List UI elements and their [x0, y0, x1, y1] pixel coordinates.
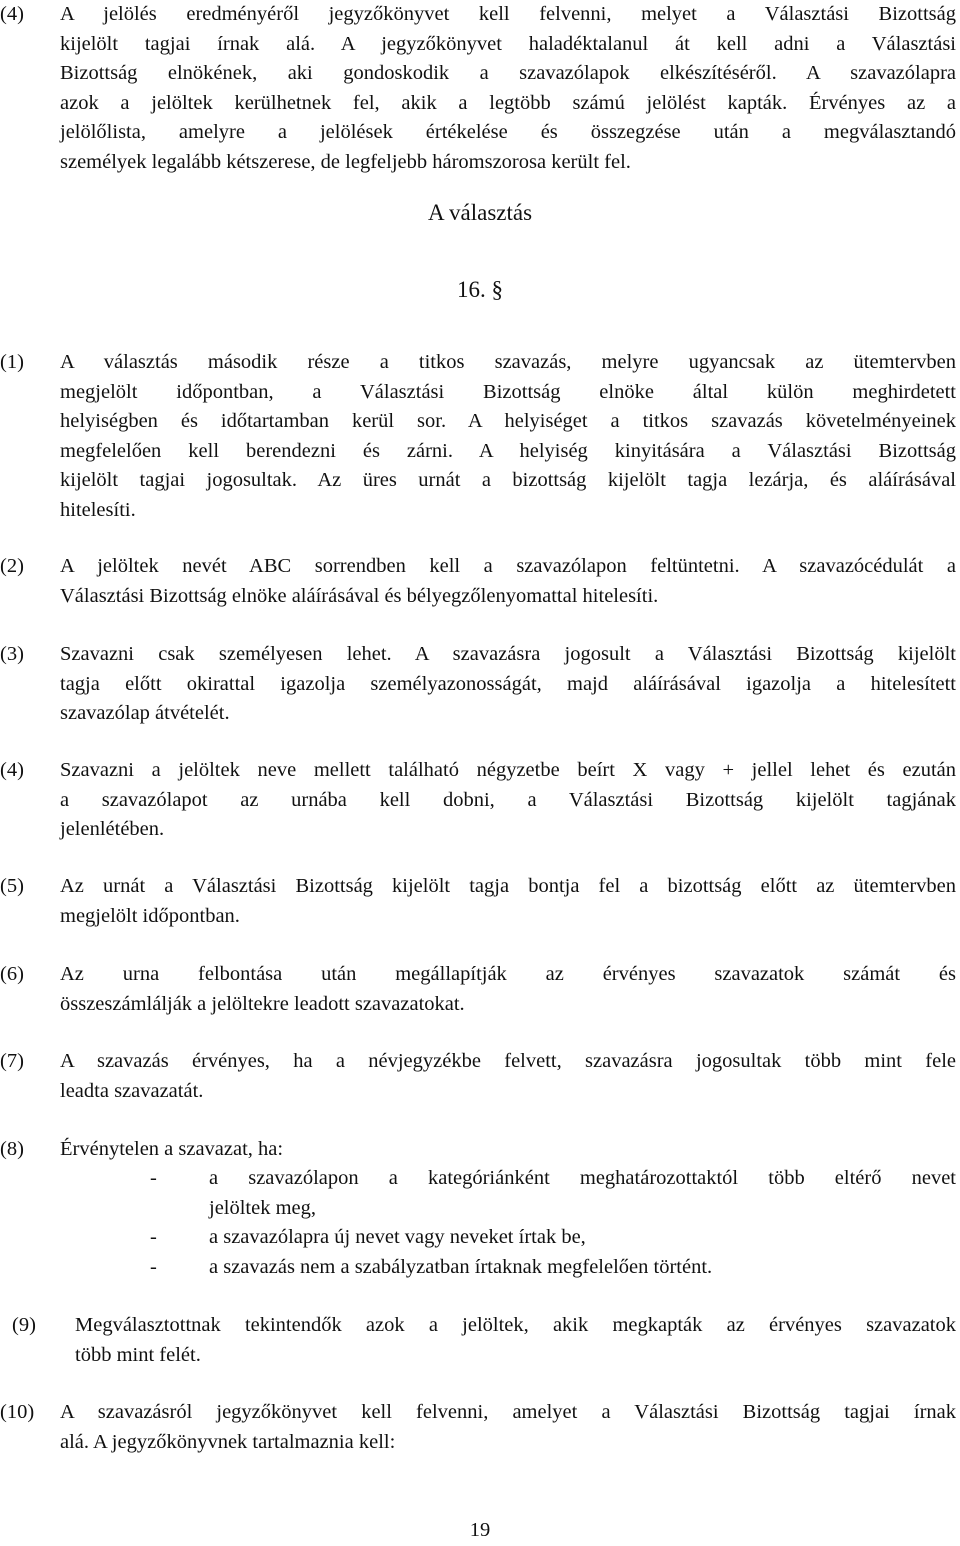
text-line: leadta szavazatát. [60, 1079, 204, 1102]
paragraph-number: (7) [0, 1050, 24, 1072]
text-line: alá. A jegyzőkönyvnek tartalmaznia kell: [60, 1430, 396, 1453]
paragraph-5 [0, 872, 956, 931]
text-line: megjelölt időpontban, a Választási Bizottság elnöke által külön meghirdetett [60, 380, 956, 403]
text-line: jelöltek meg, [209, 1196, 317, 1219]
list-item [0, 1253, 956, 1283]
paragraph-text [60, 1398, 956, 1457]
text-line: A választás második része a titkos szavazás, melyre ugyancsak az ütemtervben [60, 351, 956, 373]
text-line: a szavazólapon a kategóriánként meghatározottaktól több eltérő nevet [209, 1167, 956, 1189]
bullet-dash: - [150, 1255, 157, 1278]
text-line: szavazólap átvételét. [60, 702, 230, 725]
text-line: A szavazásról jegyzőkönyvet kell felvenni, amelyet a Választási Bizottság tagjai írnak [60, 1401, 956, 1423]
text-line: A jelöltek nevét ABC sorrendben kell a szavazólapon feltüntetni. A szavazócédulát a [60, 555, 956, 577]
paragraph-9 [0, 1311, 956, 1370]
text-line: Bizottság elnökének, aki gondoskodik a szavazólapok elkészítéséről. A szavazólapra [60, 62, 956, 85]
bullet-dash: - [150, 1167, 157, 1189]
paragraph-number: (10) [0, 1401, 35, 1423]
paragraph-text [60, 0, 956, 178]
text-line: a szavazólapra új nevet vagy neveket írtak be, [209, 1226, 586, 1249]
text-line: Érvénytelen a szavazat, ha: [60, 1138, 284, 1160]
text-line: Az urna felbontása után megállapítják az érvényes szavazatok számát és [60, 963, 956, 985]
section-number: 16. § [457, 277, 503, 302]
paragraph-3 [0, 640, 956, 729]
paragraph-number: (3) [0, 643, 24, 665]
paragraph-number: (2) [0, 555, 24, 577]
paragraph-number: (5) [0, 875, 24, 897]
paragraph-10 [0, 1398, 956, 1457]
paragraph-4-prev [0, 0, 956, 178]
paragraph-text [60, 348, 956, 526]
invalid-vote-list [0, 1164, 956, 1282]
text-line: összeszámlálják a jelöltekre leadott szavazatokat. [60, 992, 465, 1015]
text-line: azok a jelöltek kerülhetnek fel, akik a legtöbb számú jelölést kapták. Érvényes az a [60, 91, 956, 114]
paragraph-text [60, 1047, 956, 1106]
text-line: több mint felét. [75, 1343, 201, 1366]
paragraph-number: (8) [0, 1138, 24, 1160]
paragraph-1 [0, 348, 956, 526]
section-title: A választás [427, 200, 533, 225]
bullet-dash: - [150, 1226, 157, 1249]
text-line: Megválasztottnak tekintendők azok a jelöltek, akik megkapták az érvényes szavazatok [75, 1314, 956, 1336]
paragraph-text [60, 1135, 956, 1165]
text-line: tagja előtt okirattal igazolja személyazonosságát, majd aláírásával igazolja a hitelesített [60, 672, 956, 695]
text-line: Szavazni csak személyesen lehet. A szavazásra jogosult a Választási Bizottság kijelölt [60, 643, 956, 665]
paragraph-7 [0, 1047, 956, 1106]
text-line: hitelesíti. [60, 498, 136, 521]
text-line: megfelelően kell berendezni és zárni. A helyiség kinyitására a Választási Bizottság [60, 439, 956, 462]
text-line: jelenlétében. [60, 818, 165, 841]
paragraph-text [60, 756, 956, 845]
text-line: a szavazás nem a szabályzatban írtaknak megfelelően történt. [209, 1255, 713, 1278]
text-line: A szavazás érvényes, ha a névjegyzékbe felvett, szavazásra jogosultak több mint fele [60, 1050, 956, 1072]
text-line: helyiségben és időtartamban kerül sor. A helyiséget a titkos szavazás követelményeinek [60, 410, 956, 433]
text-line: személyek legalább kétszerese, de legfeljebb háromszorosa került fel. [60, 150, 631, 173]
paragraph-number: (1) [0, 351, 24, 373]
text-line: Választási Bizottság elnöke aláírásával és bélyegzőlenyomattal hitelesíti. [60, 584, 659, 607]
paragraph-8 [0, 1135, 956, 1165]
list-item [0, 1164, 956, 1223]
text-line: a szavazólapot az urnába kell dobni, a Választási Bizottság kijelölt tagjának [60, 788, 956, 811]
text-line: kijelölt tagjai jogosultak. Az üres urnát a bizottság kijelölt tagja lezárja, és aláírásával [60, 469, 956, 492]
paragraph-6 [0, 960, 956, 1019]
text-line: kijelölt tagjai írnak alá. A jegyzőkönyvet haladéktalanul át kell adni a Választási [60, 32, 956, 55]
paragraph-text [60, 640, 956, 729]
paragraph-text [60, 960, 956, 1019]
paragraph-number: (4) [0, 759, 24, 781]
paragraph-number: (4) [0, 3, 24, 25]
paragraph-number: (9) [12, 1314, 36, 1336]
paragraph-text [75, 1311, 956, 1370]
list-item [0, 1223, 956, 1253]
paragraph-number: (6) [0, 963, 24, 985]
text-line: Szavazni a jelöltek neve mellett található négyzetbe beírt X vagy + jellel lehet és ezután [60, 759, 956, 781]
text-line: A jelölés eredményéről jegyzőkönyvet kell felvenni, melyet a Választási Bizottság [60, 3, 956, 25]
text-line: Az urnát a Választási Bizottság kijelölt tagja bontja fel a bizottság előtt az ütemtervben [60, 875, 956, 897]
text-line: megjelölt időpontban. [60, 904, 240, 927]
paragraph-text [60, 872, 956, 931]
paragraph-text [60, 552, 956, 611]
text-line: jelölőlista, amelyre a jelölések értékelése és összegzése után a megválasztandó [60, 121, 956, 144]
page-number: 19 [469, 1519, 491, 1541]
paragraph-4 [0, 756, 956, 845]
paragraph-2 [0, 552, 956, 611]
